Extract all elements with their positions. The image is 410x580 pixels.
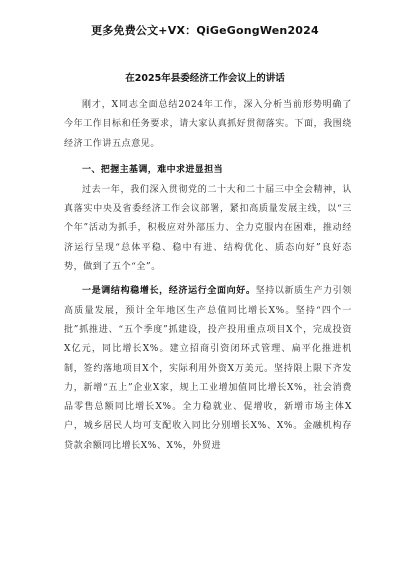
body-paragraph: 过去一年，我们深入贯彻党的二十大和二十届三中全会精神，认真落实中央及省委经济工作会议部署，紧扣高质量发展主线，以“三个年”活动为抓手，积极应对外部压力、全力克服内在困难，推动经济运行呈现“总体平稳、稳中有进、结构优化、质态向好”良好态势，做到了五个“全”。: [64, 184, 352, 273]
page-title: 在2025年县委经济工作会议上的讲话: [125, 73, 285, 84]
paragraph-text: 坚持以新质生产力引领高质量发展，预计全年地区生产总值同比增长X%。坚持“四个一批”抓推进、“五个季度”抓建设，投产投用重点项目X个，完成投资X亿元，同比增长X%。建立招商引资闭环式管理、扁平化推进机制，签约落地项目X个，实际利用外资X万美元。坚持限上限下齐发力，新增“五上”企业X家，规上工业增加值同比增长X%，社会消费品零售总额同比增长X%。全力稳就业、促增收，新增市场主体X户，城乡居民人均可支配收入同比分别增长X%、X%。金融机构存贷款余额同比增长X%、X%，外贸进: [64, 286, 352, 451]
paragraph-lead: 一是调结构稳增长，经济运行全面向好。: [82, 286, 256, 297]
intro-paragraph: 刚才，X同志全面总结2024年工作，深入分析当前形势明确了今年工作目标和任务要求，请大家认真抓好贯彻落实。下面，我围绕经济工作讲五点意见。: [64, 100, 353, 149]
section-heading: 一、把握主基调，难中求进显担当: [82, 164, 224, 175]
promo-banner: 更多免费公文+VX：QiGeGongWen2024: [91, 24, 319, 37]
document-body: [64, 96, 352, 461]
body-paragraph-with-lead: [64, 282, 352, 456]
